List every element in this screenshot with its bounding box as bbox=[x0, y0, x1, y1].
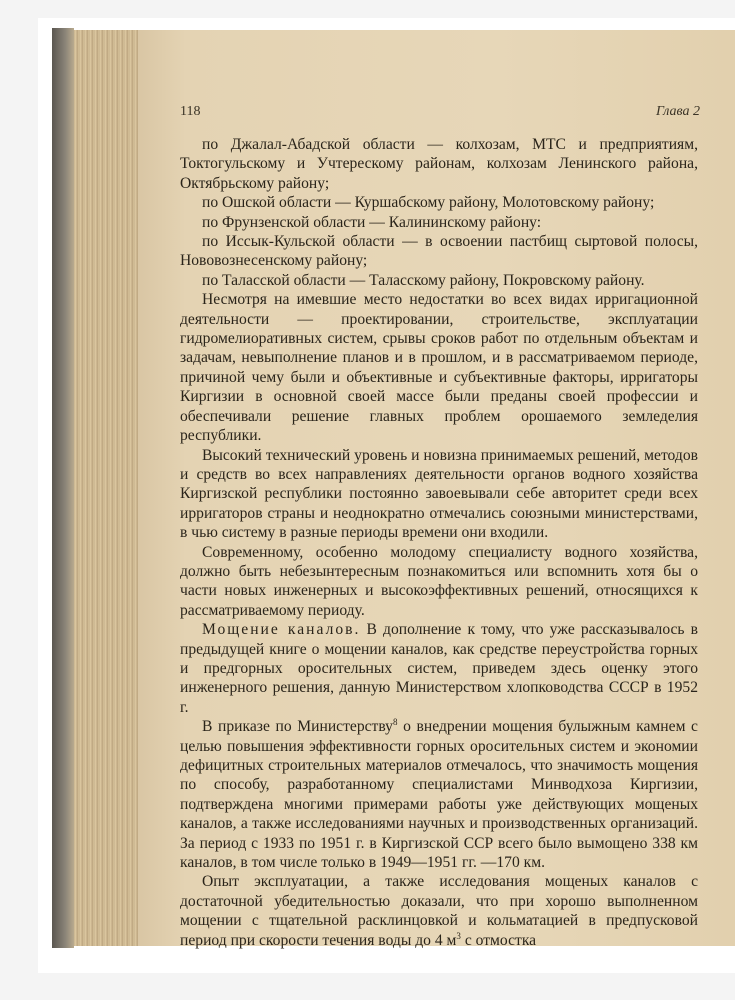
paragraph: по Иссык-Кульской области — в освоении пастбищ сыртовой полосы, Нововознесенскому району; bbox=[180, 233, 698, 270]
page-edges bbox=[74, 30, 138, 946]
paragraph: по Джалал-Абадской области — колхозам, МТС и предприятиям, Токтогульскому и Учтерескому районам, колхозам Ленинского района, Октябрьскому району; bbox=[180, 136, 698, 192]
chapter-label: Глава 2 bbox=[656, 104, 700, 119]
paragraph-text: Опыт эксплуатации, а также исследования мощеных каналов с достаточной убедительностью доказали, что при хорошо выполненном мощении с тщательной расклинцовкой и кольматацией в предпусковой период при скорости течения воды до 4 м bbox=[180, 873, 698, 949]
page-number: 118 bbox=[180, 104, 201, 119]
paragraph: по Таласской области — Таласскому району, Покровскому району. bbox=[202, 271, 645, 289]
paragraph: Высокий технический уровень и новизна принимаемых решений, методов и средств во всех направлениях деятельности органов водного хозяйства Киргизской республики постоянно завоевывали себе авторитет среди всех ирригаторов страны и неоднократно отмечались союзными министерствами, в чью систему в разные периоды времени они входили. bbox=[180, 446, 698, 542]
section-heading: Мощение каналов. bbox=[202, 621, 361, 639]
paragraph-text: В приказе по Министерству bbox=[202, 718, 393, 736]
running-head bbox=[180, 104, 700, 124]
book-spine-shadow bbox=[52, 28, 74, 948]
paragraph-order bbox=[180, 717, 698, 872]
paragraph-text: В дополнение к тому, что уже рассказывалось в предыдущей книге о мощении каналов, как средстве переустройства горных и предгорных оросительных систем, приведем здесь оценку этого инженерного решения, данную Министерством хлопководства СССР в 1952 г. bbox=[180, 621, 699, 716]
paragraph: Несмотря на имевшие место недостатки во всех видах ирригационной деятельности — проектировании, строительстве, эксплуатации гидромелиоративных систем, срывы сроков работ по отдельным объектам и задачам, невыполнение планов и в прошлом, и в рассматриваемом периоде, причиной чему были и объективные и субъективные факторы, ирригаторы Киргизии в основной своей массе были преданы своей профессии и обеспечивали решение главных проблем орошаемого земледелия республики. bbox=[180, 291, 698, 445]
paragraph-paving bbox=[180, 620, 698, 717]
paragraph-experience bbox=[180, 872, 698, 950]
paragraph: Современному, особенно молодому специалисту водного хозяйства, должно быть небезынтересным познакомиться или вспомнить хотя бы о части новых инженерных и высокоэффективных решений, относящихся к рассматриваемому периоду. bbox=[180, 543, 698, 619]
paragraph: по Ошской области — Куршабскому району, Молотовскому району; bbox=[202, 194, 655, 212]
paragraph-text: о внедрении мощения булыжным камнем с целью повышения эффективности горных оросительных систем и экономии дефицитных строительных материалов отмечалось, что значимость мощения по способу, разработанному специалистами Минводхоза Киргизии, подтверждена многими примерами работы уже действующих мощеных каналов, а также исследованиями научных и производственных организаций. За период с 1933 по 1951 г. в Киргизской ССР всего было вымощено 338 км каналов, в том числе только в 1949—1951 гг. —170 км. bbox=[180, 718, 698, 872]
footnote-marker: 8 bbox=[392, 717, 398, 727]
body-text bbox=[180, 135, 698, 950]
paragraph-text: с отмостка bbox=[460, 931, 537, 949]
superscript: 3 bbox=[456, 930, 461, 941]
paragraph: по Фрунзенской области — Калининскому району: bbox=[202, 213, 542, 231]
